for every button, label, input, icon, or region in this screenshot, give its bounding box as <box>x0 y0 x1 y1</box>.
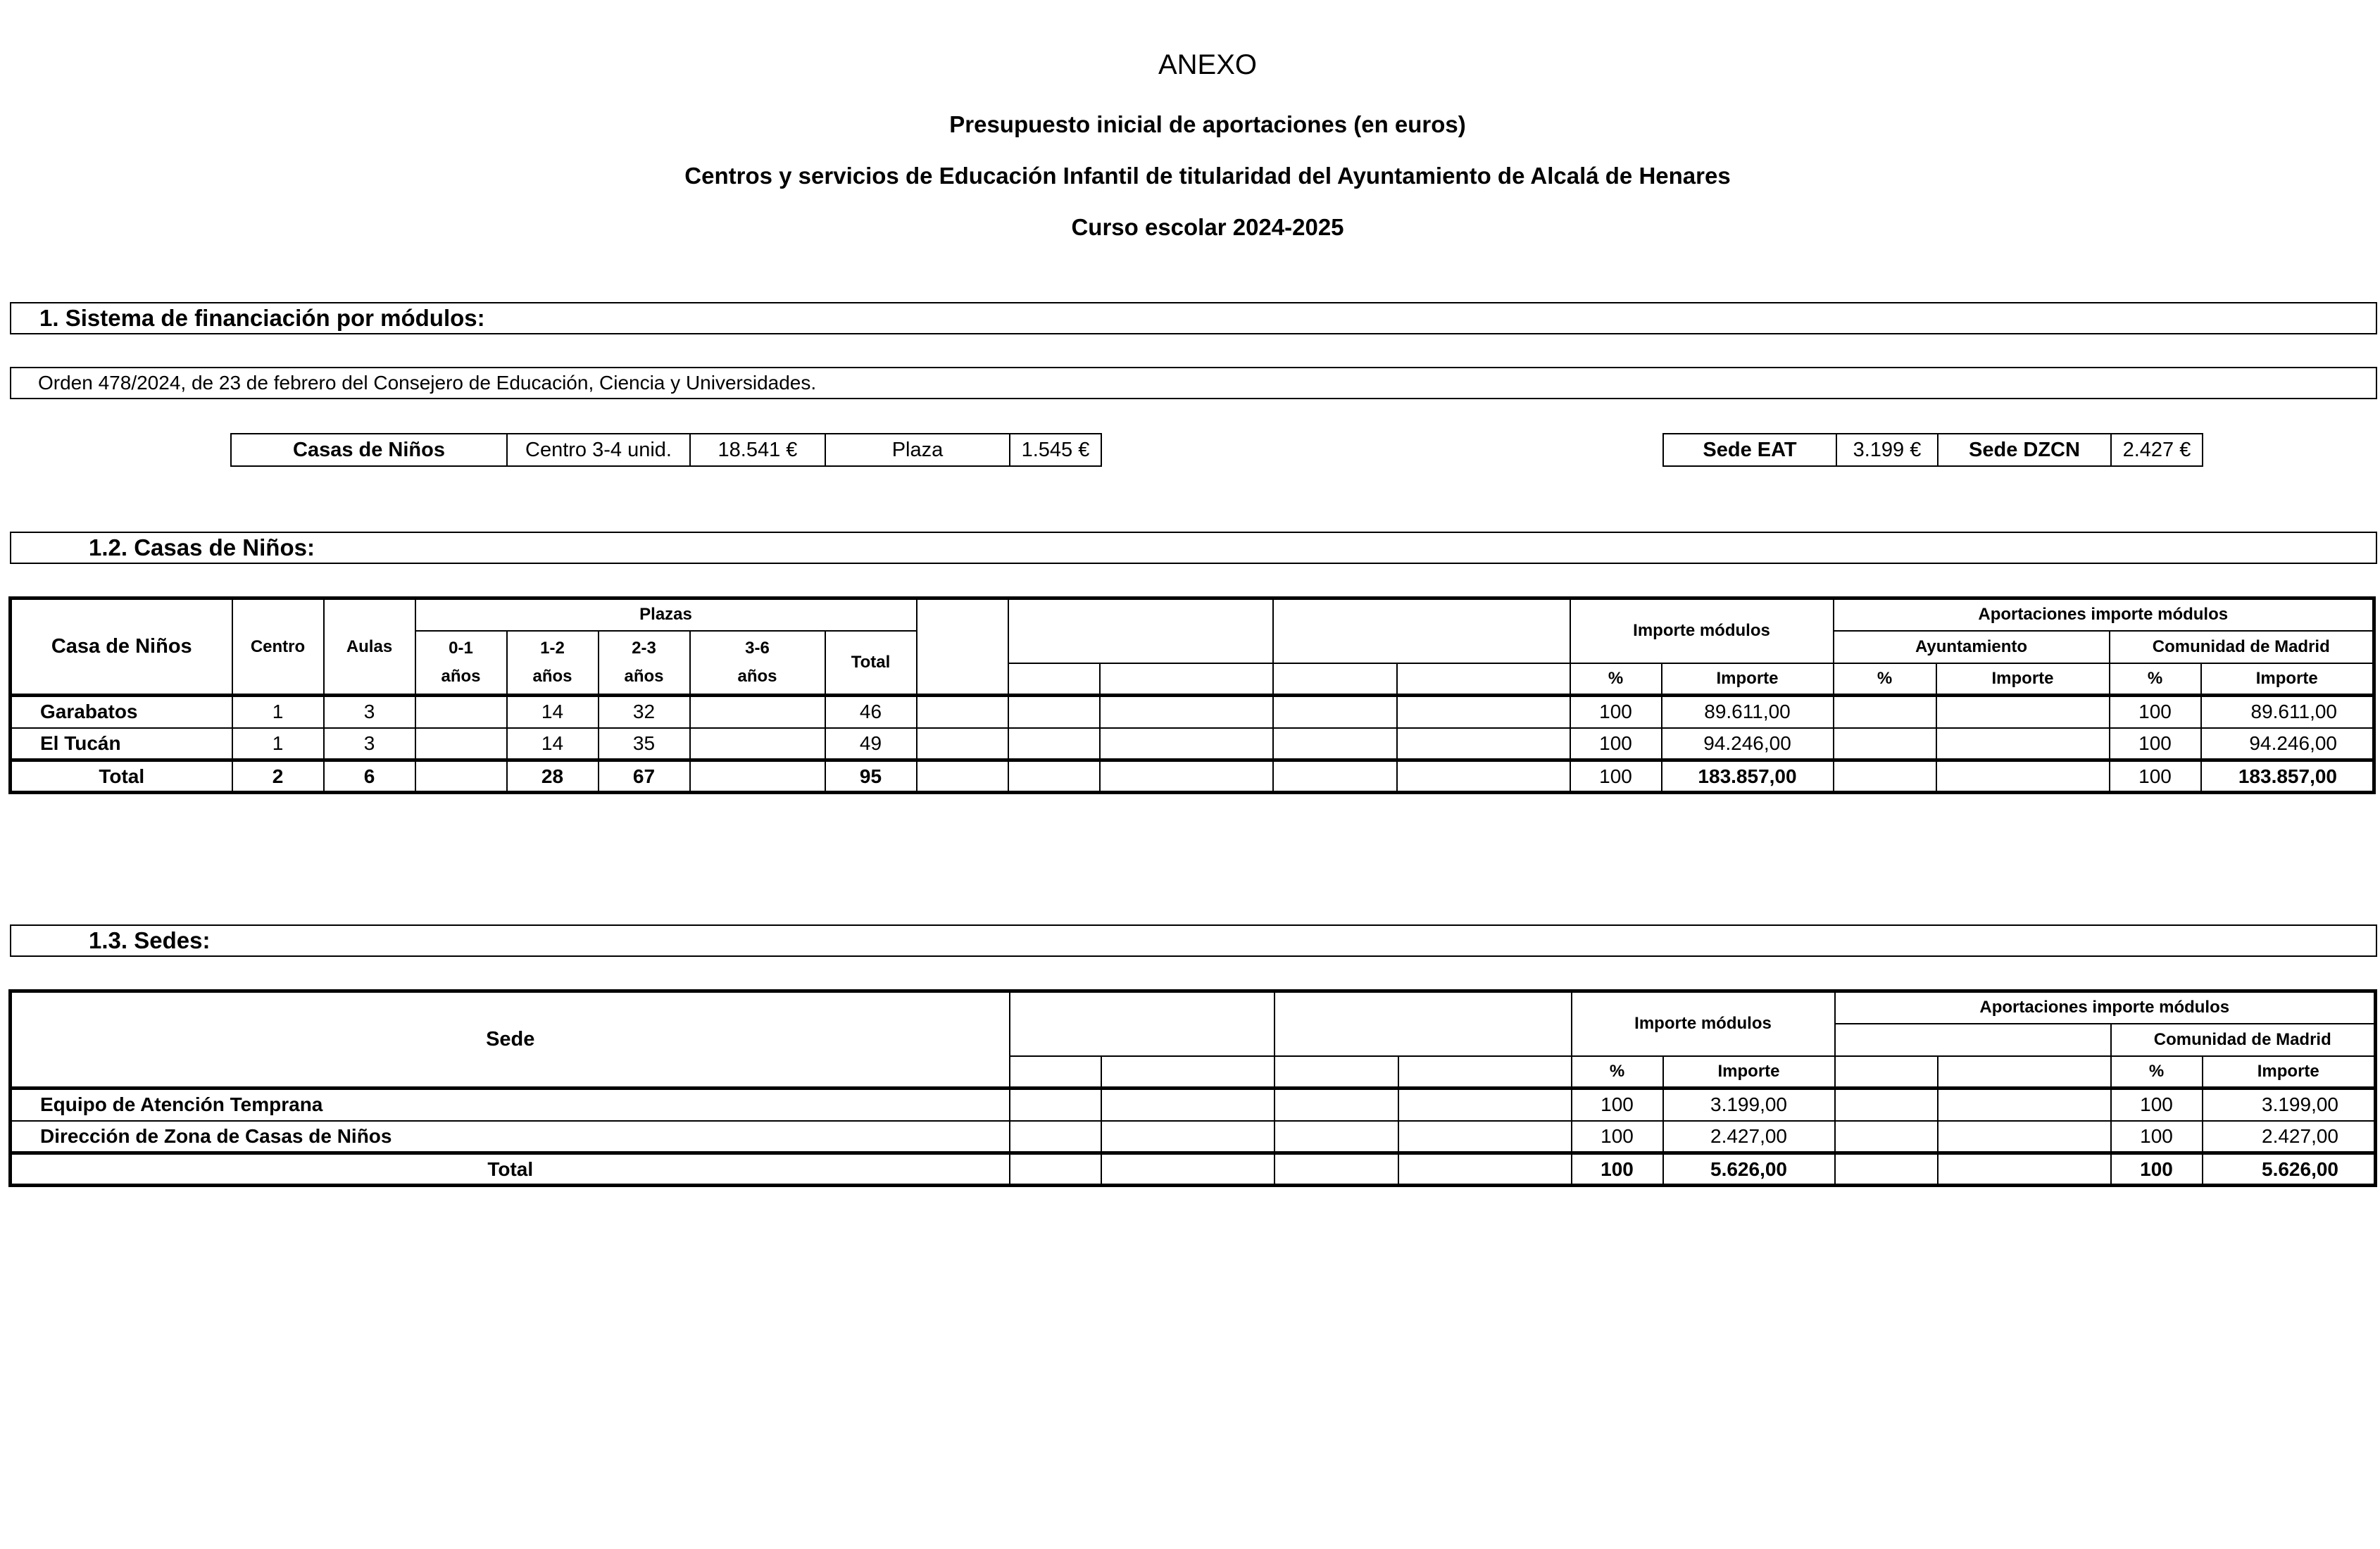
sede-total-name: Total <box>11 1153 1010 1186</box>
header-ay-pct: % <box>1834 663 1936 696</box>
empty-cell <box>1274 1121 1398 1153</box>
table-row <box>11 1089 2376 1121</box>
sede-total-cm-importe: 5.626,00 <box>2203 1153 2376 1186</box>
total-centro: 2 <box>232 760 324 793</box>
row-aulas: 3 <box>324 728 415 760</box>
empty-cell <box>1835 1089 1938 1121</box>
empty-cell <box>1008 760 1100 793</box>
empty-cell <box>917 728 1008 760</box>
header-2-3 <box>599 631 690 696</box>
section-12-title: 1.2. Casas de Niños: <box>10 532 2377 564</box>
empty-cell <box>1008 696 1100 728</box>
empty-cell <box>917 598 1008 696</box>
header-1-2-range: 1-2 <box>540 638 565 658</box>
empty-cell <box>1397 696 1570 728</box>
row-p23: 35 <box>599 728 690 760</box>
sede-total-im-pct: 100 <box>1572 1153 1663 1186</box>
empty-cell <box>1938 1089 2111 1121</box>
row-cm-importe: 89.611,00 <box>2201 696 2374 728</box>
header-im-importe: Importe <box>1662 663 1834 696</box>
sede-im-importe: 3.199,00 <box>1663 1089 1835 1121</box>
row-p12: 14 <box>507 696 599 728</box>
row-p23: 32 <box>599 696 690 728</box>
header-cm-pct: % <box>2110 663 2201 696</box>
budget-subtitle: Presupuesto inicial de aportaciones (en euros) <box>949 111 1466 137</box>
total-total: 95 <box>825 760 917 793</box>
section-13-title: 1.3. Sedes: <box>10 924 2377 957</box>
header-plazas: Plazas <box>415 598 917 631</box>
empty-cell <box>1273 598 1570 663</box>
total-cm-pct: 100 <box>2110 760 2201 793</box>
empty-cell <box>1100 760 1273 793</box>
sede-name: Equipo de Atención Temprana <box>11 1089 1010 1121</box>
course-title: Curso escolar 2024-2025 <box>1071 214 1344 240</box>
total-p12: 28 <box>507 760 599 793</box>
empty-cell <box>1397 760 1570 793</box>
sede-dzcn-label: Sede DZCN <box>1938 434 2111 466</box>
row-im-pct: 100 <box>1570 696 1662 728</box>
empty-cell <box>1835 1121 1938 1153</box>
header-plazas-total: Total <box>825 631 917 696</box>
total-ay-importe <box>1936 760 2110 793</box>
sede-total-im-importe: 5.626,00 <box>1663 1153 1835 1186</box>
total-p01 <box>415 760 507 793</box>
header-0-1 <box>415 631 507 696</box>
empty-cell <box>1008 598 1273 663</box>
row-ay-pct <box>1834 696 1936 728</box>
casas-ninos-table <box>8 596 2376 794</box>
empty-cell <box>1397 728 1570 760</box>
row-centro: 1 <box>232 696 324 728</box>
row-p01 <box>415 696 507 728</box>
header-cm-importe: Importe <box>2201 663 2374 696</box>
sede-im-pct: 100 <box>1572 1121 1663 1153</box>
total-im-pct: 100 <box>1570 760 1662 793</box>
empty-cell <box>1010 991 1274 1056</box>
row-cm-importe: 94.246,00 <box>2201 728 2374 760</box>
total-row <box>11 760 2374 793</box>
row-centro: 1 <box>232 728 324 760</box>
header-aportaciones: Aportaciones importe módulos <box>1834 598 2374 631</box>
header-im-pct: % <box>1572 1056 1663 1089</box>
row-p36 <box>690 728 825 760</box>
subject-title: Centros y servicios de Educación Infantil de titularidad del Ayuntamiento de Alcalá de Henares <box>684 163 1731 189</box>
centro-value: 18.541 € <box>690 434 825 466</box>
empty-cell <box>1398 1089 1572 1121</box>
header-0-1-range: 0-1 <box>449 638 473 658</box>
row-cm-pct: 100 <box>2110 728 2201 760</box>
empty-cell <box>1010 1056 1101 1089</box>
sede-name: Dirección de Zona de Casas de Niños <box>11 1121 1010 1153</box>
total-aulas: 6 <box>324 760 415 793</box>
sede-im-importe: 2.427,00 <box>1663 1121 1835 1153</box>
empty-cell <box>1938 1121 2111 1153</box>
row-name: El Tucán <box>11 728 232 760</box>
header-im-pct: % <box>1570 663 1662 696</box>
header-aportaciones: Aportaciones importe módulos <box>1835 991 2376 1024</box>
table-row <box>11 728 2374 760</box>
casas-label: Casas de Niños <box>231 434 507 466</box>
empty-cell <box>1008 663 1100 696</box>
header-3-6-range: 3-6 <box>745 638 770 658</box>
modules-sedes-table <box>1662 433 2203 467</box>
header-3-6 <box>690 631 825 696</box>
row-total: 49 <box>825 728 917 760</box>
empty-cell <box>1100 696 1273 728</box>
empty-cell <box>1398 1056 1572 1089</box>
row-im-pct: 100 <box>1570 728 1662 760</box>
header-1-2-unit: años <box>532 666 572 686</box>
sede-cm-importe: 3.199,00 <box>2203 1089 2376 1121</box>
header-sede: Sede <box>11 991 1010 1089</box>
empty-cell <box>917 696 1008 728</box>
header-2-3-unit: años <box>624 666 664 686</box>
empty-cell <box>1397 663 1570 696</box>
modules-casas-table <box>230 433 1102 467</box>
table-row <box>11 1121 2376 1153</box>
empty-cell <box>1100 663 1273 696</box>
header-ayuntamiento: Ayuntamiento <box>1834 631 2110 663</box>
empty-cell <box>1835 1024 2111 1056</box>
empty-cell <box>1938 1056 2111 1089</box>
header-3-6-unit: años <box>737 666 777 686</box>
empty-cell <box>1835 1056 1938 1089</box>
empty-cell <box>1010 1089 1101 1121</box>
sede-cm-pct: 100 <box>2111 1121 2203 1153</box>
header-im-importe: Importe <box>1663 1056 1835 1089</box>
header-aulas: Aulas <box>324 598 415 696</box>
total-p36 <box>690 760 825 793</box>
sedes-table <box>8 989 2377 1187</box>
empty-cell <box>1835 1153 1938 1186</box>
plaza-value: 1.545 € <box>1010 434 1101 466</box>
sede-dzcn-value: 2.427 € <box>2111 434 2203 466</box>
annex-title: ANEXO <box>1158 49 1258 80</box>
row-p12: 14 <box>507 728 599 760</box>
table-row <box>11 696 2374 728</box>
total-name: Total <box>11 760 232 793</box>
header-importe-modulos: Importe módulos <box>1570 598 1834 663</box>
centro-label: Centro 3-4 unid. <box>507 434 690 466</box>
sede-cm-pct: 100 <box>2111 1089 2203 1121</box>
empty-cell <box>1101 1089 1274 1121</box>
sede-eat-label: Sede EAT <box>1663 434 1836 466</box>
empty-cell <box>917 760 1008 793</box>
empty-cell <box>1273 696 1397 728</box>
empty-cell <box>1008 728 1100 760</box>
empty-cell <box>1101 1056 1274 1089</box>
empty-cell <box>1398 1153 1572 1186</box>
sede-eat-value: 3.199 € <box>1836 434 1938 466</box>
empty-cell <box>1101 1153 1274 1186</box>
header-0-1-unit: años <box>441 666 481 686</box>
row-total: 46 <box>825 696 917 728</box>
total-p23: 67 <box>599 760 690 793</box>
header-1-2 <box>507 631 599 696</box>
row-name: Garabatos <box>11 696 232 728</box>
row-ay-importe <box>1936 696 2110 728</box>
header-2-3-range: 2-3 <box>632 638 656 658</box>
empty-cell <box>1100 728 1273 760</box>
row-p01 <box>415 728 507 760</box>
header-cm-importe: Importe <box>2203 1056 2376 1089</box>
sede-im-pct: 100 <box>1572 1089 1663 1121</box>
sede-cm-importe: 2.427,00 <box>2203 1121 2376 1153</box>
empty-cell <box>1274 1089 1398 1121</box>
row-p36 <box>690 696 825 728</box>
header-comunidad: Comunidad de Madrid <box>2110 631 2374 663</box>
header-centro: Centro <box>232 598 324 696</box>
empty-cell <box>1010 1121 1101 1153</box>
plaza-label: Plaza <box>825 434 1010 466</box>
row-cm-pct: 100 <box>2110 696 2201 728</box>
order-reference: Orden 478/2024, de 23 de febrero del Consejero de Educación, Ciencia y Universidades. <box>10 367 2377 399</box>
header-importe-modulos: Importe módulos <box>1572 991 1835 1056</box>
row-ay-importe <box>1936 728 2110 760</box>
empty-cell <box>1101 1121 1274 1153</box>
header-comunidad: Comunidad de Madrid <box>2111 1024 2376 1056</box>
empty-cell <box>1273 760 1397 793</box>
row-aulas: 3 <box>324 696 415 728</box>
total-im-importe: 183.857,00 <box>1662 760 1834 793</box>
empty-cell <box>1398 1121 1572 1153</box>
row-im-importe: 89.611,00 <box>1662 696 1834 728</box>
total-cm-importe: 183.857,00 <box>2201 760 2374 793</box>
empty-cell <box>1273 728 1397 760</box>
empty-cell <box>1273 663 1397 696</box>
total-ay-pct <box>1834 760 1936 793</box>
empty-cell <box>1274 1056 1398 1089</box>
row-im-importe: 94.246,00 <box>1662 728 1834 760</box>
empty-cell <box>1010 1153 1101 1186</box>
total-row <box>11 1153 2376 1186</box>
header-casa: Casa de Niños <box>11 598 232 696</box>
sede-total-cm-pct: 100 <box>2111 1153 2203 1186</box>
header-cm-pct: % <box>2111 1056 2203 1089</box>
header-ay-importe: Importe <box>1936 663 2110 696</box>
empty-cell <box>1938 1153 2111 1186</box>
row-ay-pct <box>1834 728 1936 760</box>
empty-cell <box>1274 991 1572 1056</box>
section-1-title: 1. Sistema de financiación por módulos: <box>10 302 2377 334</box>
empty-cell <box>1274 1153 1398 1186</box>
